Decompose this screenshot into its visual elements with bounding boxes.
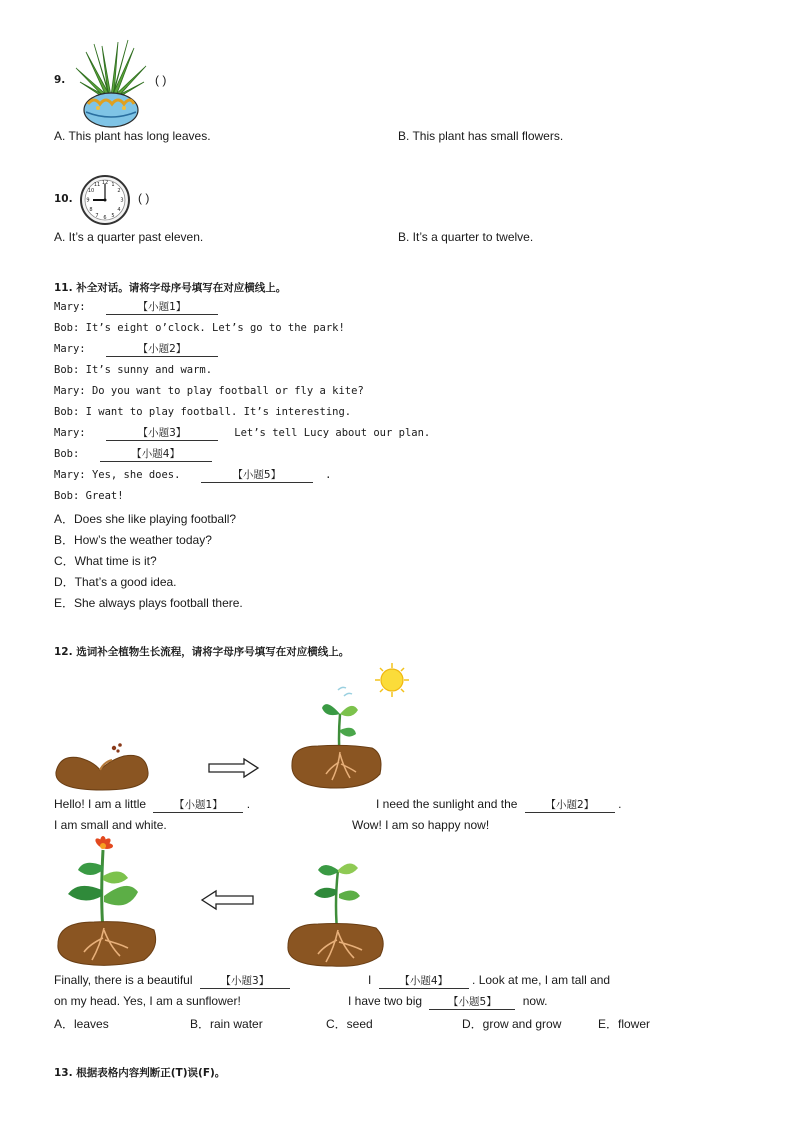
stage3-line2: [348, 994, 547, 1010]
svg-text:3: 3: [120, 197, 124, 204]
utterance: I want to play football. It’s interesting.: [85, 406, 352, 418]
svg-text:7: 7: [95, 213, 99, 219]
q12-blank-4[interactable]: 【小题4】: [379, 975, 469, 989]
q9-option-a: A. This plant has long leaves.: [54, 129, 211, 143]
utterance: Yes, she does.: [91, 469, 181, 481]
q11-option-d: D．That’s a good idea.: [54, 575, 177, 589]
speaker: Mary:: [54, 469, 86, 481]
q12-blank-2[interactable]: 【小题2】: [525, 799, 615, 813]
q10-answer-paren[interactable]: ( ): [138, 191, 150, 205]
dialogue-line: [54, 385, 364, 397]
q12-option-e: E．flower: [598, 1017, 651, 1031]
q12-blank-5[interactable]: 【小题5】: [429, 996, 515, 1010]
utterance: Great!: [85, 490, 124, 502]
speaker: Bob:: [54, 406, 80, 418]
dialogue-line: [54, 448, 212, 462]
svg-text:5: 5: [111, 213, 115, 219]
text: I need the sunlight and the: [376, 797, 518, 811]
blank-2[interactable]: 【小题2】: [106, 343, 218, 357]
speaker: Mary:: [54, 385, 86, 397]
utterance: It’s sunny and warm.: [85, 364, 213, 376]
dialogue-line: [54, 364, 212, 376]
dialogue-line: [54, 322, 345, 334]
stage1-line2: I am small and white.: [54, 818, 167, 832]
utterance: It’s eight o’clock. Let’s go to the park!: [85, 322, 345, 334]
speaker: Mary:: [54, 343, 86, 355]
flower-plant-image: [54, 836, 164, 970]
svg-text:12: 12: [101, 180, 109, 186]
blank-4[interactable]: 【小题4】: [100, 448, 212, 462]
period: .: [618, 797, 622, 811]
speaker: Bob:: [54, 448, 80, 460]
text: I: [368, 973, 372, 987]
svg-text:2: 2: [117, 188, 121, 194]
q12-option-a: A．leaves: [54, 1017, 109, 1031]
q13-instruction: 13. 根据表格内容判断正(T)误(F)。: [54, 1067, 226, 1079]
q10-option-b: B. It’s a quarter to twelve.: [398, 230, 534, 244]
dialogue-line: [54, 427, 430, 441]
plant-pot-image: [72, 38, 150, 128]
text: Finally, there is a beautiful: [54, 973, 193, 987]
dialogue-line: [54, 490, 124, 502]
clock-image: [79, 174, 131, 226]
dialogue-line: [54, 343, 218, 357]
q12-blank-3[interactable]: 【小题3】: [200, 975, 290, 989]
svg-text:8: 8: [89, 207, 93, 213]
speaker: Mary:: [54, 427, 86, 439]
dialogue-line: [54, 406, 351, 418]
q9-number: 9.: [54, 74, 66, 86]
q11-option-b: B．How’s the weather today?: [54, 533, 212, 547]
q11-option-c: C．What time is it?: [54, 554, 157, 568]
text: Hello! I am a little: [54, 797, 147, 811]
q12-option-d: D．grow and grow: [462, 1017, 562, 1031]
text: I have two big: [348, 994, 423, 1008]
period: .: [246, 797, 251, 811]
stage2-text: [376, 797, 621, 813]
period: .: [325, 469, 332, 481]
svg-text:10: 10: [87, 188, 95, 194]
q10-number: 10.: [54, 193, 73, 205]
svg-text:1: 1: [111, 182, 115, 188]
q12-blank-1[interactable]: 【小题1】: [153, 799, 243, 813]
speaker: Bob:: [54, 322, 80, 334]
speaker: Bob:: [54, 364, 80, 376]
blank-1[interactable]: 【小题1】: [106, 301, 218, 315]
q12-option-b: B．rain water: [190, 1017, 263, 1031]
svg-text:6: 6: [103, 215, 107, 221]
q11-option-a: A．Does she like playing football?: [54, 512, 237, 526]
seed-soil-image: [54, 740, 150, 792]
q11-instruction: 11. 补全对话。请将字母序号填写在对应横线上。: [54, 282, 287, 294]
blank-3[interactable]: 【小题3】: [106, 427, 218, 441]
q12-option-c: C．seed: [326, 1017, 373, 1031]
utterance: Do you want to play football or fly a kite?: [91, 385, 364, 397]
svg-text:9: 9: [86, 197, 90, 204]
dialogue-line: [54, 301, 218, 315]
q11-option-e: E．She always plays football there.: [54, 596, 243, 610]
text: . Look at me, I am tall and: [472, 973, 611, 987]
text: now.: [522, 994, 548, 1008]
utterance: Let’s tell Lucy about our plan.: [234, 427, 431, 439]
stage3-text: [368, 973, 610, 989]
sprout-image: [288, 684, 384, 794]
q12-instruction: 12. 选词补全植物生长流程，请将字母序号填写在对应横线上。: [54, 646, 350, 658]
arrow-left-icon: [200, 890, 254, 910]
q9-option-b: B. This plant has small flowers.: [398, 129, 564, 143]
growing-plant-image: [284, 856, 388, 970]
stage2-line2: Wow! I am so happy now!: [352, 818, 490, 832]
q9-answer-paren[interactable]: ( ): [155, 73, 167, 87]
svg-text:11: 11: [93, 182, 101, 188]
speaker: Bob:: [54, 490, 80, 502]
blank-5[interactable]: 【小题5】: [201, 469, 313, 483]
q10-option-a: A. It’s a quarter past eleven.: [54, 230, 204, 244]
svg-text:4: 4: [117, 207, 121, 213]
stage4-line2: on my head. Yes, I am a sunflower!: [54, 994, 241, 1008]
stage4-text: [54, 973, 290, 989]
stage1-text: [54, 797, 250, 813]
dialogue-line: [54, 469, 331, 483]
arrow-right-icon: [208, 758, 260, 778]
speaker: Mary:: [54, 301, 86, 313]
